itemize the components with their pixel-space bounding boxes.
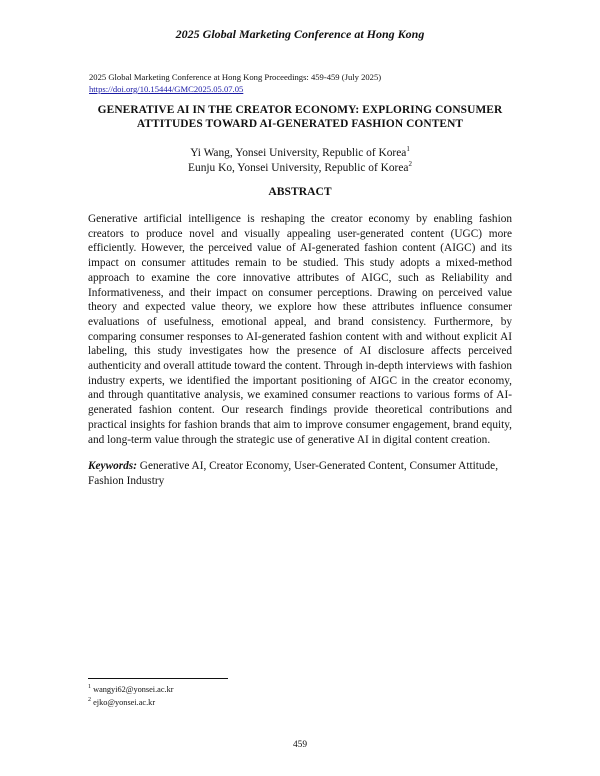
footnotes (88, 684, 174, 709)
footnote-1-email: wangyi62@yonsei.ac.kr (93, 685, 174, 694)
author-1-footnote-mark: 1 (406, 145, 410, 154)
abstract-heading: ABSTRACT (268, 185, 332, 198)
page-number: 459 (292, 740, 308, 750)
footnote-2-mark: 2 (88, 696, 91, 703)
author-1 (0, 146, 600, 161)
footnote-1-mark: 1 (88, 684, 91, 691)
author-2 (0, 161, 600, 176)
keywords-label: Keywords: (88, 460, 137, 472)
author-2-affiliation: Eunju Ko, Yonsei University, Republic of Korea (188, 161, 409, 174)
paper-title (60, 103, 540, 131)
author-list (0, 146, 600, 175)
running-head: 2025 Global Marketing Conference at Hong Kong (175, 27, 425, 41)
abstract-body: Generative artificial intelligence is reshaping the creator economy by enabling fashion creators to produce novel and visually appealing user-generated content (UGC) more efficiently. However, the perceived value of AI-generated fashion content (AIGC) and its impact on consumer attitudes remain to be studied. This study adopts a mixed-method approach to examine the core innovative attributes of AIGC, such as Reliability and Informativeness, and their impact on consumer perceptions. Drawing on perceived value theory and expected value theory, we explore how these attributes influence consumer evaluations of usefulness, emotional appeal, and brand consistency. Furthermore, by comparing consumer responses to AI-generated fashion content with and without explicit AI labeling, this study investigates how the presence of AI disclosure affects perceived authenticity and overall attitude toward the content. Through in-depth interviews with fashion industry experts, we identified the important positioning of AIGC in the creator economy, and through quantitative analysis, we examined consumer reactions to various forms of AI-generated fashion content. Our research findings provide theoretical contributions and practical insights for fashion brands that aim to improve consumer engagement, brand equity, and long-term value through the strategic use of generative AI in digital content creation. (88, 213, 512, 446)
footnote-divider (88, 678, 228, 679)
keywords-text: Generative AI, Creator Economy, User-Generated Content, Consumer Attitude, Fashion Industry (88, 460, 499, 487)
proceedings-citation: 2025 Global Marketing Conference at Hong Kong Proceedings: 459-459 (July 2025) (89, 72, 382, 82)
author-1-affiliation: Yi Wang, Yonsei University, Republic of Korea (190, 147, 407, 159)
footnote-1 (88, 684, 174, 697)
doi-link[interactable]: https://doi.org/10.15444/GMC2025.05.07.05 (89, 84, 244, 94)
footnote-2 (88, 697, 174, 710)
title-line-1: GENERATIVE AI IN THE CREATOR ECONOMY: EXPLORING CONSUMER (97, 104, 503, 116)
keywords (88, 459, 518, 488)
author-2-footnote-mark: 2 (408, 159, 412, 168)
title-line-2: ATTITUDES TOWARD AI-GENERATED FASHION CONTENT (136, 118, 464, 130)
footnote-2-email: ejko@yonsei.ac.kr (93, 697, 156, 707)
